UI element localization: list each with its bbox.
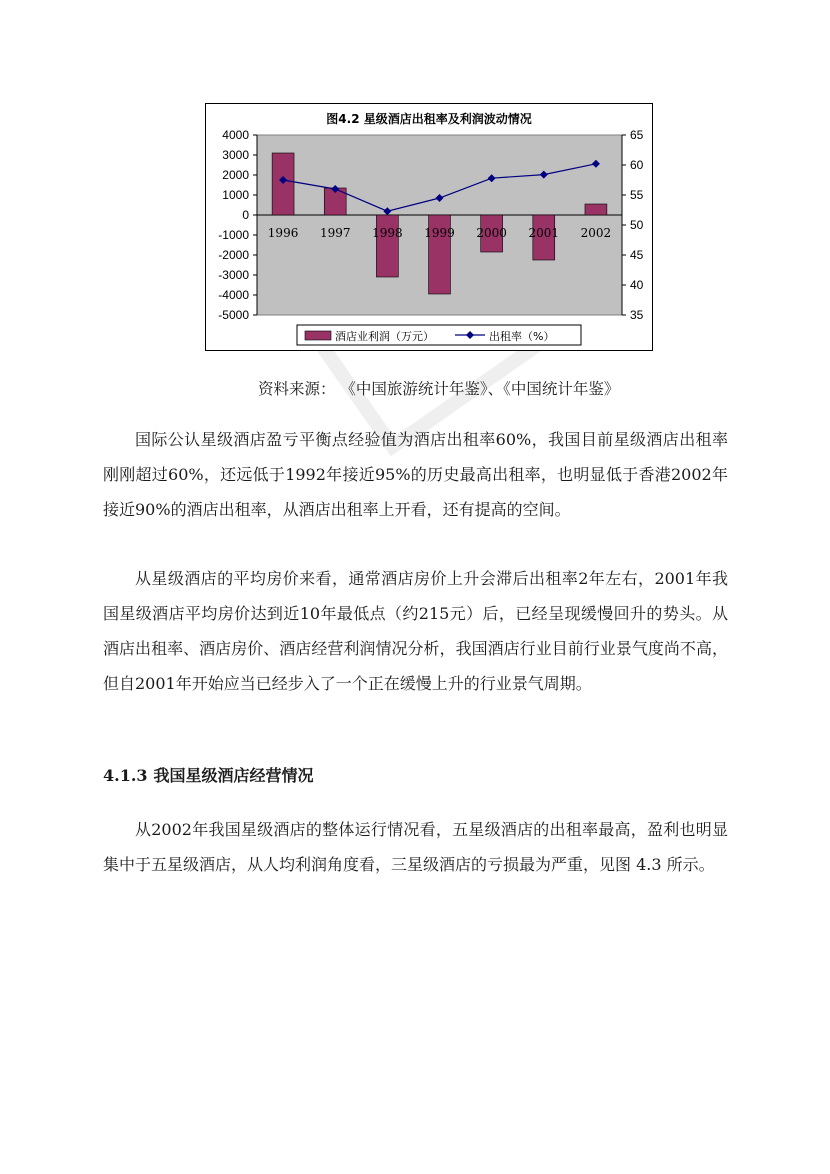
section-heading: [103, 763, 320, 786]
legend-label-occupancy: 出租率（%）: [489, 330, 555, 343]
chart-legend: [297, 325, 581, 345]
paragraph-occupancy: 国际公认星级酒店盈亏平衡点经验值为酒店出租率60%，我国目前星级酒店出租率刚刚超过60%，还远低于1992年接近95%的历史最高出租率，也明显低于香港2002年接近90%的酒店出租率，从酒店出租率上开看，还有提高的空间。: [103, 430, 728, 519]
y-right-tick-label: 40: [630, 278, 644, 292]
x-tick-label: 2001: [528, 226, 560, 240]
y-left-tick-label: -3000: [218, 268, 249, 282]
paragraph-room-price: 从星级酒店的平均房价来看，通常酒店房价上升会滞后出租率2年左右，2001年我国星级酒店平均房价达到近10年最低点（约215元）后，已经呈现缓慢回升的势头。从酒店出租率、酒店房价、酒店经营利润情况分析，我国酒店行业目前行业景气度尚不高，但自2001年开始应当已经步入了一个正在缓慢上升的行业景气周期。: [103, 569, 728, 693]
y-left-tick-label: -5000: [218, 308, 249, 322]
chart-title: 图4.2 星级酒店出租率及利润波动情况: [326, 112, 532, 126]
x-tick-label: 2002: [580, 226, 612, 240]
y-right-tick-label: 45: [630, 248, 644, 262]
y-left-tick-label: -4000: [218, 288, 249, 302]
y-right-tick-label: 65: [630, 128, 644, 142]
y-right-tick-label: 55: [630, 188, 644, 202]
y-right-tick-label: 35: [630, 308, 644, 322]
paragraph-star-levels: 从2002年我国星级酒店的整体运行情况看，五星级酒店的出租率最高，盈利也明显集中于五星级酒店，从人均利润角度看，三星级酒店的亏损最为严重，见图 4.3 所示。: [103, 820, 728, 874]
y-left-tick-label: 3000: [222, 148, 249, 162]
x-tick-label: 1997: [319, 226, 351, 240]
y-right-tick-label: 50: [630, 218, 644, 232]
x-tick-label: 1998: [372, 226, 403, 240]
bar-1998: [376, 215, 398, 277]
y-left-tick-label: 2000: [222, 168, 249, 182]
legend-bar-swatch: [305, 331, 331, 340]
y-left-tick-label: -1000: [218, 228, 249, 242]
section-number: 4.1.3: [103, 766, 148, 785]
bar-2002: [585, 204, 607, 215]
y-left-tick-label: 0: [242, 208, 249, 222]
y-left-tick-label: -2000: [218, 248, 249, 262]
chart-figure: [205, 103, 653, 351]
source-note: 资料来源： 《中国旅游统计年鉴》、《中国统计年鉴》: [258, 380, 620, 398]
y-left-tick-label: 4000: [222, 128, 249, 142]
x-tick-label: 2000: [476, 226, 507, 240]
bar-1996: [272, 153, 294, 215]
legend-label-profit: 酒店业利润（万元）: [335, 330, 434, 343]
y-left-tick-label: 1000: [222, 188, 249, 202]
y-right-tick-label: 60: [630, 158, 644, 172]
x-tick-label: 1999: [424, 226, 455, 240]
section-title: 我国星级酒店经营情况: [153, 766, 314, 785]
x-tick-label: 1996: [267, 226, 299, 240]
